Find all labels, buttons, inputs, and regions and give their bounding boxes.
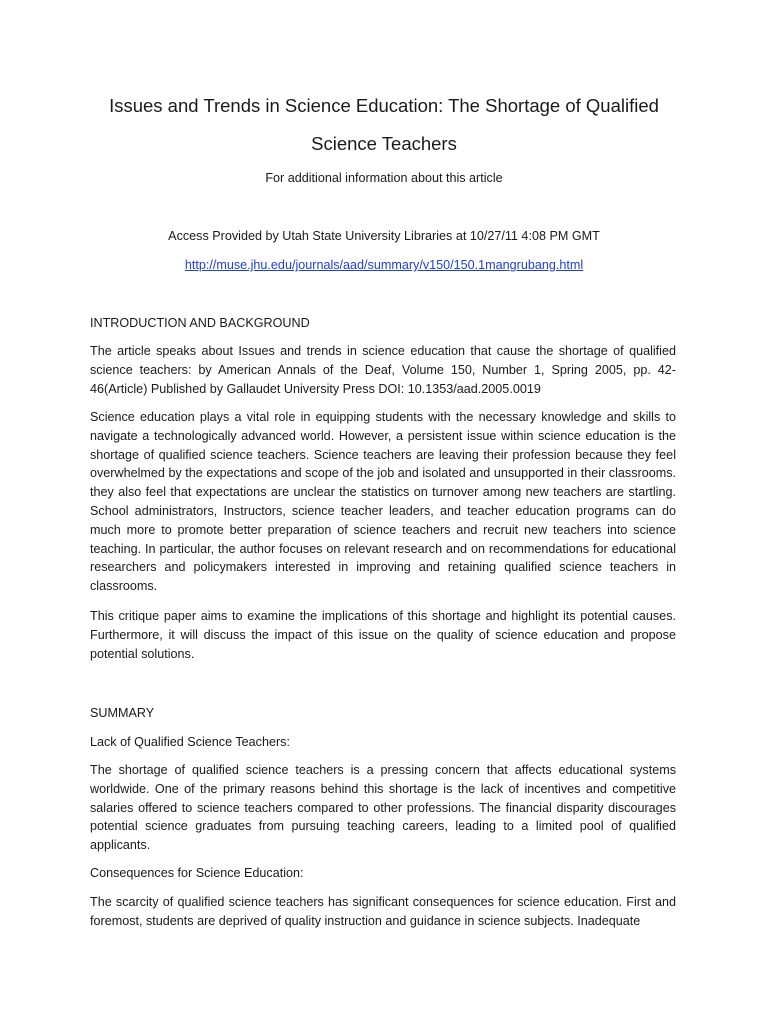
article-url-link[interactable]: http://muse.jhu.edu/journals/aad/summary/v150/150.1mangrubang.html xyxy=(184,258,584,272)
intro-paragraph-2 xyxy=(90,408,676,596)
lack-subheading: Lack of Qualified Science Teachers: xyxy=(90,735,290,749)
intro-paragraph-3 xyxy=(90,607,676,663)
intro-heading: INTRODUCTION AND BACKGROUND xyxy=(90,316,310,330)
document-title-line-2: Science Teachers xyxy=(311,133,457,154)
consequences-paragraph xyxy=(90,893,676,931)
access-provided-text: Access Provided by Utah State University Libraries at 10/27/11 4:08 PM GMT xyxy=(168,229,600,243)
summary-heading: SUMMARY xyxy=(90,706,155,720)
consequences-paragraph-text: The scarcity of qualified science teachers has significant consequences for science education. First and foremost, students are deprived of quality instruction and guidance in science subjects. Inadequate xyxy=(90,895,676,928)
additional-info-text: For additional information about this article xyxy=(265,171,503,185)
intro-paragraph-1-text: The article speaks about Issues and trends in science education that cause the shortage of qualified science teachers: by American Annals of the Deaf, Volume 150, Number 1, Spring 2005, pp. 42-46(Article) Published by Gallaudet University Press DOI: 10.1353/aad.2005.0019 xyxy=(90,344,676,396)
intro-paragraph-2-text: Science education plays a vital role in equipping students with the necessary knowledge and skills to navigate a technologically advanced world. However, a persistent issue within science education is the shortage of qualified science teachers. Science teachers are leaving their profession because they feel overwhelmed by the expectations and scope of the job and isolated and unsupported in their classrooms. they also feel that expectations are unclear the statistics on turnover among new teachers are startling. School administrators, Instructors, science teacher leaders, and teacher education programs can do much more to promote better preparation of science teachers and recruit new teachers into science teaching. In particular, the author focuses on relevant research and on recommendations for educational researchers and policymakers interested in improving and retaining qualified science teachers in classrooms. xyxy=(90,410,676,594)
lack-paragraph xyxy=(90,761,676,855)
lack-paragraph-text: The shortage of qualified science teachers is a pressing concern that affects educational systems worldwide. One of the primary reasons behind this shortage is the lack of incentives and competitive salaries offered to science teachers compared to other professions. The financial disparity discourages potential science graduates from pursuing teaching careers, leading to a limited pool of qualified applicants. xyxy=(90,763,676,853)
document-title-line-1: Issues and Trends in Science Education: The Shortage of Qualified xyxy=(109,95,659,116)
consequences-subheading: Consequences for Science Education: xyxy=(90,866,304,880)
intro-paragraph-3-text: This critique paper aims to examine the implications of this shortage and highlight its potential causes. Furthermore, it will discuss the impact of this issue on the quality of science education and propose potential solutions. xyxy=(90,609,676,661)
intro-paragraph-1 xyxy=(90,342,676,398)
